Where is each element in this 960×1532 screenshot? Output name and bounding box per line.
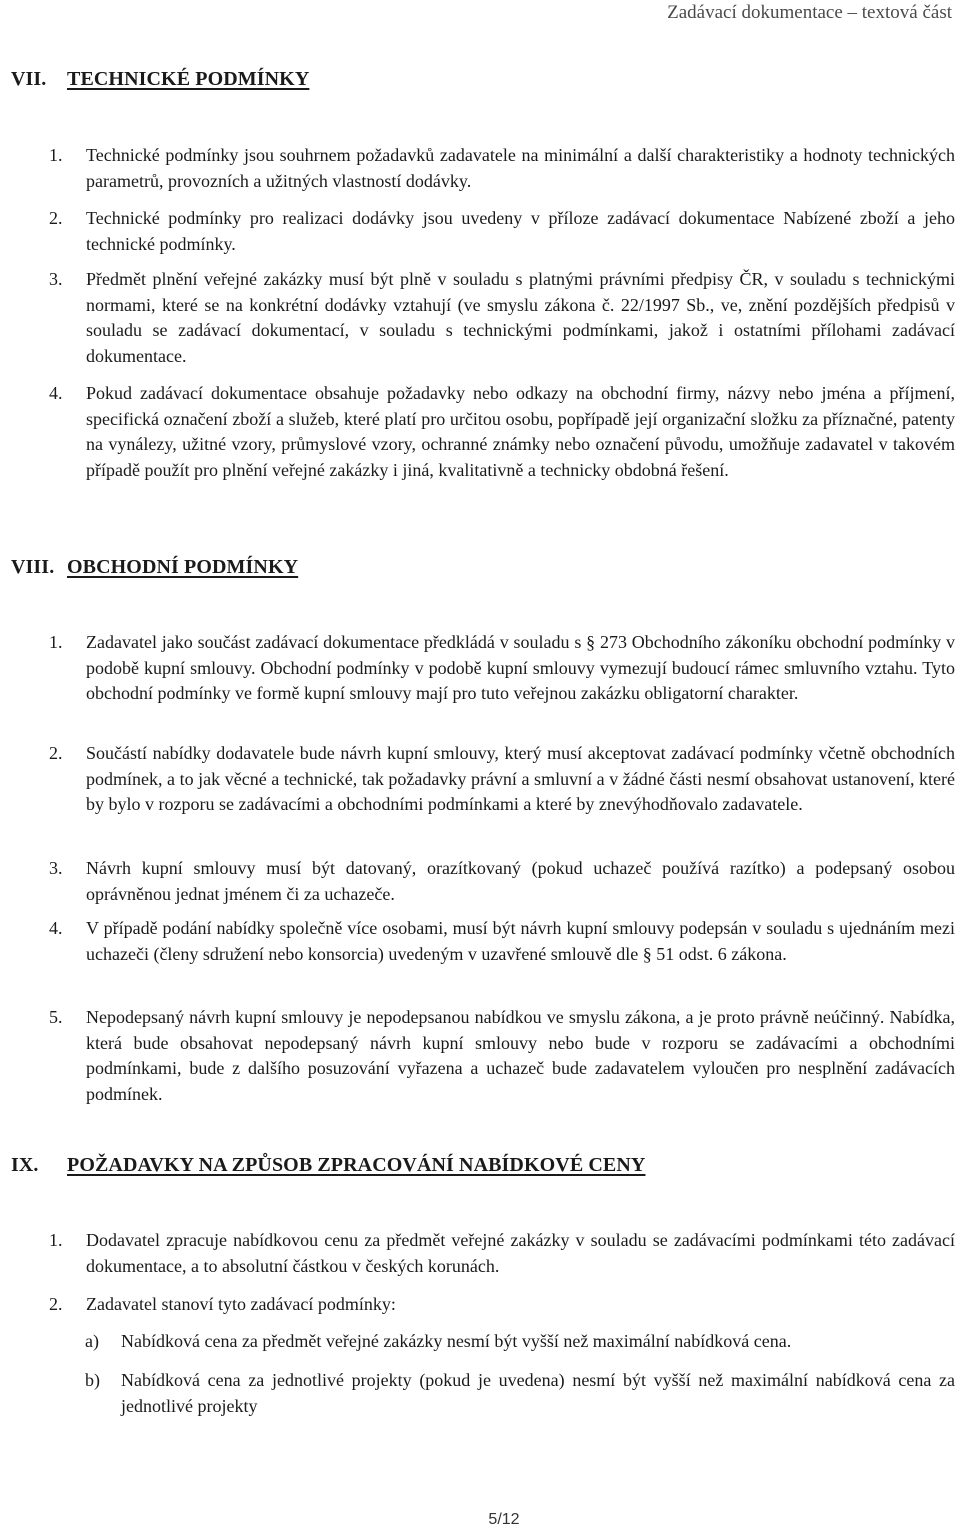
sub-item-text: Nabídková cena za předmět veřejné zakázky nesmí být vyšší než maximální nabídková cena. [121,1331,792,1351]
list-item [49,916,955,967]
page-number-text: 5/12 [488,1511,520,1528]
item-number: 4. [49,918,63,938]
item-number: 3. [49,269,63,289]
item-text: V případě podání nabídky společně více osobami, musí být návrh kupní smlouvy podepsán v souladu s ujednáním mezi uchazeči (členy sdružení nebo konsorcia) uvedeným v uzavřené smlouvě dle § 51 odst. 6 zákona. [86,918,955,964]
item-text: Zadavatel jako součást zadávací dokumentace předkládá v souladu s § 273 Obchodního zákoníku obchodní podmínky v podobě kupní smlouvy. Obchodní podmínky v podobě kupní smlouvy vymezují budoucí rámec smluvního vztahu. Tyto obchodní podmínky ve formě kupní smlouvy mají pro tuto veřejnou zakázku obligatorní charakter. [86,632,955,704]
section-heading-viii [11,556,298,579]
section-number: IX. [11,1154,39,1176]
item-number: 1. [49,1230,63,1250]
item-number: 2. [49,743,63,763]
item-number: 1. [49,145,63,165]
item-text: Dodavatel zpracuje nabídkovou cenu za předmět veřejné zakázky v souladu se zadávacími podmínkami této zadávací dokumentace, a to absolutní částkou v českých korunách. [86,1230,955,1276]
sub-item-letter: a) [85,1331,99,1351]
list-item [49,143,955,194]
item-text: Technické podmínky pro realizaci dodávky jsou uvedeny v příloze zadávací dokumentace Nabízené zboží a jeho technické podmínky. [86,208,955,254]
list-item [49,1292,955,1318]
list-item [49,1005,955,1107]
list-item [49,856,955,907]
item-number: 2. [49,208,63,228]
section-number: VIII. [11,556,55,578]
sub-list-item [85,1368,955,1419]
sub-item-letter: b) [85,1370,100,1390]
item-text: Pokud zadávací dokumentace obsahuje požadavky nebo odkazy na obchodní firmy, názvy nebo jména a příjmení, specifická označení zboží a služeb, které platí pro určitou osobu, popřípadě její organizační složku za příznačné, patenty na vynálezy, užitné vzory, průmyslové vzory, ochranné známky nebo označení původu, umožňuje zadavatel v takovém případě použít pro plnění veřejné zakázky i jiná, kvalitativně a technicky obdobná řešení. [86,383,955,480]
section-title: OBCHODNÍ PODMÍNKY [67,556,299,578]
section-number: VII. [11,68,47,90]
list-item [49,1228,955,1279]
item-number: 1. [49,632,63,652]
page-header: Zadávací dokumentace – textová část [667,2,952,23]
section-title: TECHNICKÉ PODMÍNKY [67,68,310,90]
item-number: 4. [49,383,63,403]
page-number [0,1511,960,1529]
sub-list-item [85,1329,955,1355]
item-text: Zadavatel stanoví tyto zadávací podmínky: [86,1294,396,1314]
list-item [49,630,955,707]
item-text: Předmět plnění veřejné zakázky musí být plně v souladu s platnými právními předpisy ČR, v souladu s technickými normami, které se na konkrétní dodávky vztahují (ve smyslu zákona č. 22/1997 Sb., ve, znění pozdějších předpisů v souladu se zadávací dokumentací, v souladu s technickými podmínkami, jakož i ostatními přílohami zadávací dokumentace. [86,269,955,366]
item-text: Technické podmínky jsou souhrnem požadavků zadavatele na minimální a další charakteristiky a hodnoty technických parametrů, provozních a užitných vlastností dodávky. [86,145,955,191]
item-text: Součástí nabídky dodavatele bude návrh kupní smlouvy, který musí akceptovat zadávací podmínky včetně obchodních podmínek, a to jak věcné a technické, tak požadavky právní a smluvní a v žádné části nesmí obsahovat ustanovení, které by bylo v rozporu se zadávacími a obchodními podmínkami a které by znevýhodňovalo zadavatele. [86,743,955,815]
section-title: POŽADAVKY NA ZPŮSOB ZPRACOVÁNÍ NABÍDKOVÉ CENY [67,1154,646,1176]
item-number: 5. [49,1007,63,1027]
section-heading-ix [11,1154,645,1177]
list-item [49,741,955,818]
list-item [49,206,955,257]
item-number: 3. [49,858,63,878]
item-number: 2. [49,1294,63,1314]
list-item [49,381,955,483]
section-heading-vii [11,68,309,91]
sub-item-text: Nabídková cena za jednotlivé projekty (pokud je uvedena) nesmí být vyšší než maximální nabídková cena za jednotlivé projekty [121,1370,955,1416]
item-text: Nepodepsaný návrh kupní smlouvy je nepodepsanou nabídkou ve smyslu zákona, a je proto právně neúčinný. Nabídka, která bude obsahovat nepodepsaný návrh kupní smlouvy nebo bude v rozporu se zadávacími a obchodními podmínkami, bude z dalšího posuzování vyřazena a uchazeč bude zadavatelem vyloučen pro nesplnění zadávacích podmínek. [86,1007,955,1104]
item-text: Návrh kupní smlouvy musí být datovaný, orazítkovaný (pokud uchazeč používá razítko) a podepsaný osobou oprávněnou jednat jménem či za uchazeče. [86,858,955,904]
list-item [49,267,955,369]
